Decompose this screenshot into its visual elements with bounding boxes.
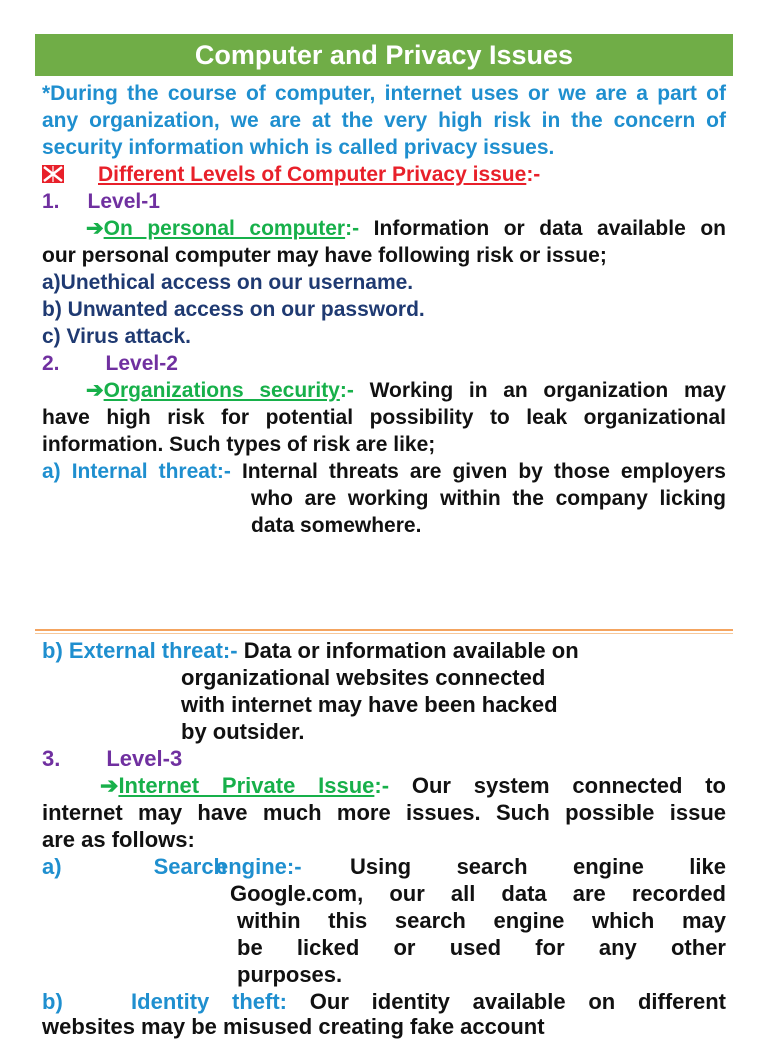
external-threat-line-4: by outsider. <box>181 719 305 744</box>
levels-heading-row: Different Levels of Computer Privacy issue:- <box>42 161 726 188</box>
level3-intro-row: ➔Internet Private Issue:- Our system connected to <box>100 773 726 798</box>
level1-item-b: b) Unwanted access on our password. <box>42 298 425 321</box>
level2-row: 2. Level-2 <box>42 352 178 375</box>
level3-text-line-2: internet may have much more issues. Such possible issue <box>42 800 726 825</box>
right-arrow-icon: ➔ <box>100 773 119 798</box>
identity-theft-label: Identity theft: <box>131 989 288 1014</box>
level1-heading: On personal computer <box>103 217 346 240</box>
search-engine-label-suffix: engine:- <box>216 854 302 879</box>
level2-label: Level-2 <box>105 352 178 375</box>
level1-intro-row: ➔On personal computer:- Information or data available on <box>86 217 726 240</box>
search-engine-line-5: purposes. <box>237 962 343 987</box>
internal-threat-line-3: data somewhere. <box>251 514 422 537</box>
internal-threat-row: a) Internal threat:- Internal threats are given by those employers <box>42 460 726 483</box>
external-threat-line-3: with internet may have been hacked <box>181 692 558 717</box>
level3-text-line-3: are as follows: <box>42 827 195 852</box>
internal-threat-label: a) Internal threat:- <box>42 460 231 483</box>
level2-intro-row: ➔Organizations security:- Working in an organization may <box>86 379 726 402</box>
level1-item-c: c) Virus attack. <box>42 325 192 348</box>
level2-text-line-2: have high risk for potential possibility to leak organizational <box>42 406 726 429</box>
search-engine-line-1: Using search engine like <box>350 854 726 879</box>
intro-line-3: security information which is called privacy issues. <box>42 136 555 159</box>
identity-theft-line-2: websites may be misused creating fake account <box>42 1014 545 1039</box>
search-engine-line-2: Google.com, our all data are recorded <box>230 881 726 906</box>
slide-divider <box>35 629 733 631</box>
cross-bullet-icon <box>42 163 64 181</box>
external-threat-label: b) External threat:- <box>42 638 238 663</box>
level1-text-line-2: our personal computer may have following risk or issue; <box>42 244 607 267</box>
level3-label: Level-3 <box>106 746 183 771</box>
levels-heading: Different Levels of Computer Privacy issue <box>98 163 527 186</box>
level1-label: Level-1 <box>87 190 160 213</box>
intro-line-1: *During the course of computer, internet uses or we are a part of <box>42 82 726 105</box>
right-arrow-icon: ➔ <box>86 379 104 402</box>
level3-heading: Internet Private Issue <box>118 773 375 798</box>
slide-divider-shadow <box>35 633 733 634</box>
level3-row: 3. Level-3 <box>42 746 183 771</box>
search-engine-label: a) Search <box>42 854 227 879</box>
identity-theft-row: b) Identity theft: Our identity available on different <box>42 989 726 1014</box>
search-engine-line-3: within this search engine which may <box>237 908 726 933</box>
intro-line-2: any organization, we are at the very high risk in the concern of <box>42 109 726 132</box>
external-threat-line-2: organizational websites connected <box>181 665 546 690</box>
level1-row: 1. Level-1 <box>42 190 160 213</box>
level2-heading: Organizations security <box>103 379 340 402</box>
internal-threat-line-2: who are working within the company licking <box>251 487 726 510</box>
level1-item-a: a)Unethical access on our username. <box>42 271 414 294</box>
right-arrow-icon: ➔ <box>86 217 104 240</box>
page-title: Computer and Privacy Issues <box>35 34 733 76</box>
level2-text-line-3: information. Such types of risk are like; <box>42 433 436 456</box>
external-threat-row: b) External threat:- Data or information available on <box>42 638 579 663</box>
search-engine-line-4: be licked or used for any other <box>237 935 726 960</box>
